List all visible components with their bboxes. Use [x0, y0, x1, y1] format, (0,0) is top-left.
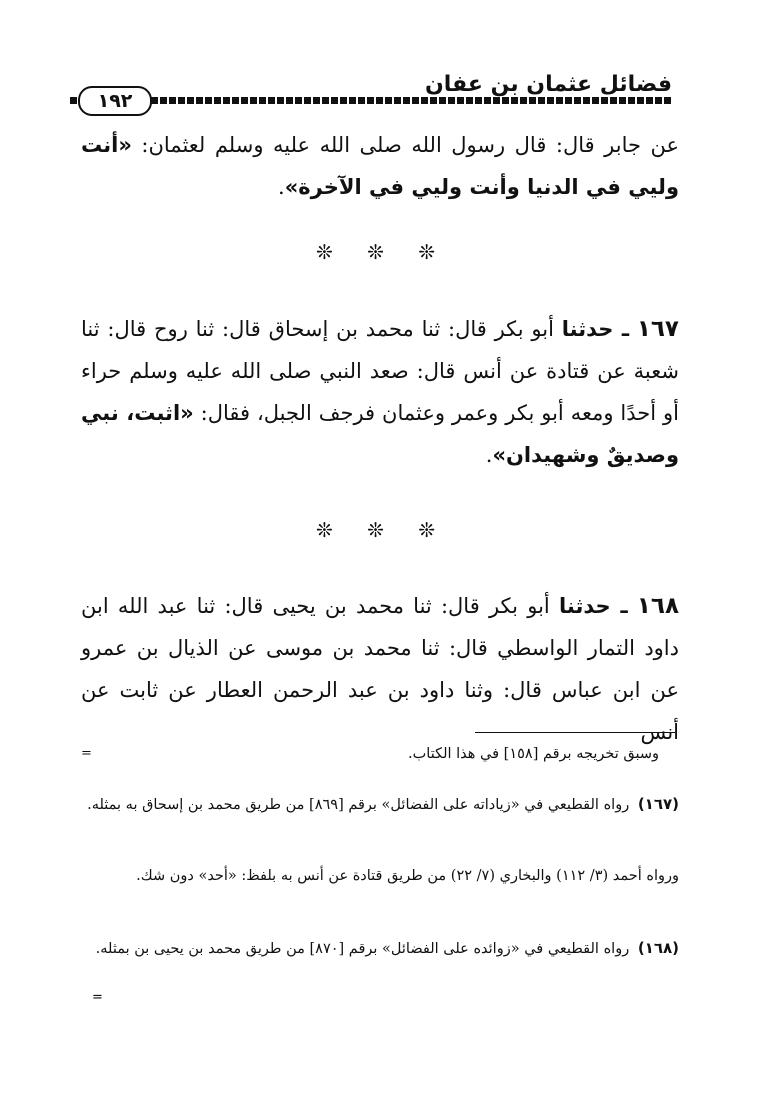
paragraph-end: . — [485, 443, 493, 467]
hadith-quote: «اثبت، نبي وصديقٌ وشهيدان» — [81, 401, 679, 467]
hadith-number: ١٦٧ — [636, 316, 679, 342]
footnote-167 — [81, 790, 679, 819]
hadith-quote: «أنت وليي في الدنيا وأنت وليي في الآخرة» — [81, 133, 679, 199]
header-rule — [70, 97, 672, 104]
paragraph-text: أبو بكر قال: ثنا محمد بن إسحاق قال: ثنا روح قال: ثنا شعبة عن قتادة عن أنس قال: صعد النبي صلى الله عليه وسلم حراء أو أحدًا ومعه أبو بكر وعمر وعثمان فرجف الجبل، فقال: — [81, 317, 679, 425]
paragraph-text: أبو بكر قال: ثنا محمد بن يحيى قال: ثنا عبد الله ابن داود التمار الواسطي قال: ثنا محمد بن موسى عن الذيال بن عمرو عن ابن عباس قال: وثنا داود بن عبد الرحمن العطار عن ثابت عن أنس — [81, 594, 679, 744]
footnote-number: (١٦٨) — [637, 939, 679, 957]
footnote-168 — [81, 934, 679, 963]
running-title: فضائل عثمان بن عفان — [425, 72, 672, 97]
footnote-167-extra — [81, 862, 679, 890]
continuation-marker: = — [81, 746, 92, 761]
footnote-text: رواه القطيعي في «زوائده على الفضائل» برقم [٨٧٠] من طريق محمد بن يحيى بن بمثله. — [95, 941, 630, 957]
paragraph-text: عن جابر قال: قال رسول الله صلى الله عليه وسلم لعثمان: — [131, 133, 679, 157]
footnote-text: ورواه أحمد (٣/ ١١٢) والبخاري (٧/ ٢٢) من طريق قتادة عن أنس به بلفظ: «أحد» دون شك. — [136, 868, 679, 884]
paragraph-hadith-167 — [81, 308, 679, 476]
section-separator: ❊ ❊ ❊ — [316, 240, 449, 264]
hadith-lead: ـ حدثنا — [558, 594, 628, 618]
page-number: ١٩٢ — [78, 86, 152, 116]
hadith-number: ١٦٨ — [636, 593, 679, 619]
footnote-number: (١٦٧) — [637, 795, 679, 813]
section-separator: ❊ ❊ ❊ — [316, 518, 449, 542]
footnote-text: رواه القطيعي في «زياداته على الفضائل» برقم [٨٦٩] من طريق محمد بن إسحاق به بمثله. — [87, 797, 630, 813]
paragraph-end: . — [278, 175, 285, 199]
page-header — [70, 66, 672, 116]
paragraph-hadith-jabir — [81, 124, 679, 208]
paragraph-hadith-168 — [81, 585, 679, 753]
footnote-text: وسبق تخريجه برقم [١٥٨] في هذا الكتاب. — [408, 746, 659, 762]
hadith-lead: ـ حدثنا — [561, 317, 630, 341]
footnote-rule — [475, 732, 675, 733]
continuation-marker-end: = — [92, 990, 103, 1005]
footnote-continued — [81, 740, 679, 768]
